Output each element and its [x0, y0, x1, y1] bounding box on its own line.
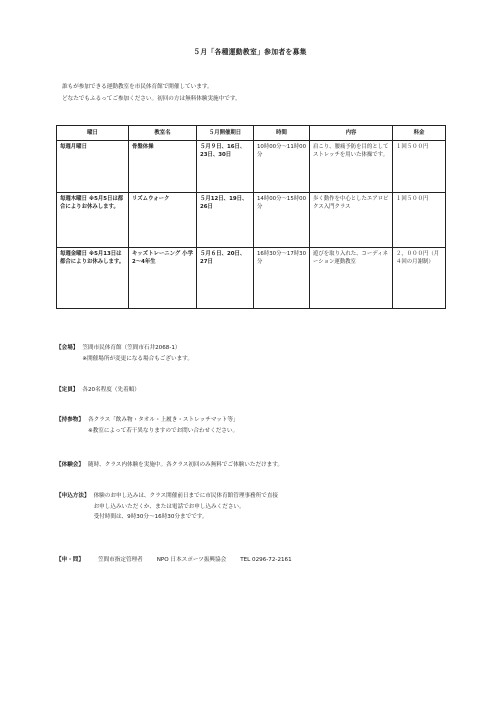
- venue-label: 【会場】: [56, 345, 79, 351]
- apply-label: 【申込方法】: [56, 493, 90, 499]
- cell-time: 16時30分～17時30分: [254, 248, 310, 309]
- schedule-table: [56, 125, 446, 309]
- items-note: ※教室によって若干異なりますのでお問い合わせください。: [87, 427, 239, 434]
- trial-label: 【体験会】: [56, 462, 84, 468]
- cell-class: リズムウォーク: [129, 193, 197, 248]
- table-header-row: [57, 126, 446, 141]
- trial-section: [56, 462, 456, 473]
- cell-class: 骨盤体操: [129, 141, 197, 193]
- venue-section: [56, 345, 456, 366]
- items-section: [56, 417, 456, 438]
- cell-time: 14時00分～15時00分: [254, 193, 310, 248]
- intro-text: [62, 84, 452, 107]
- table-row: [57, 141, 446, 193]
- apply-section: [56, 493, 456, 525]
- items-label: 【持参物】: [56, 417, 84, 423]
- cell-fee: １回５００円: [393, 141, 446, 193]
- apply-line: 受付時間は、9時30分～16時30分までです。: [93, 514, 208, 521]
- cell-class: キッズトレーニング 小学2～4年生: [129, 248, 197, 309]
- cell-dates: ５月９日、16日、23日、30日: [197, 141, 254, 193]
- cell-day: 毎週金曜日 ※5月13日は都合によりお休みします。: [57, 248, 129, 309]
- table-row: [57, 248, 446, 309]
- cell-dates: ５月６日、20日、27日: [197, 248, 254, 309]
- header-class: 教室名: [129, 126, 197, 141]
- apply-line: お申し込みいただくか、または電話でお申し込みください。: [93, 503, 245, 510]
- apply-line: 体験のお申し込みは、クラス開催前日までに市民体育館管理事務所で直接: [93, 493, 279, 499]
- capacity-section: [56, 387, 456, 398]
- cell-content: 歩く動作を中心としたエアロビクス入門クラス: [310, 193, 393, 248]
- contact-office: 笠間市指定管理者: [97, 557, 143, 563]
- header-time: 時間: [254, 126, 310, 141]
- intro-line: 誰もが参加できる運動教室を市民体育館で開催しています。: [62, 84, 213, 90]
- header-day: 曜日: [57, 126, 129, 141]
- cell-content: 遊びを取り入れた、コーディネーション運動教室: [310, 248, 393, 309]
- contact-org: NPO 日本スポーツ振興協会: [156, 557, 227, 563]
- cell-content: 肩こり、腰痛予防を目的としてストレッチを用いた体操です。: [310, 141, 393, 193]
- cell-day: 毎週木曜日 ※5月5日は都合によりお休みします。: [57, 193, 129, 248]
- page-title: ５月「各種運動教室」参加者を募集: [193, 48, 307, 56]
- cell-time: 10時00分～11時00分: [254, 141, 310, 193]
- header-content: 内容: [310, 126, 393, 141]
- cell-fee: ２，０００円（月４回の月謝制）: [393, 248, 446, 309]
- trial-line: 随時、クラス内体験を実施中。各クラス初回のみ無料でご体験いただけます。: [87, 462, 283, 468]
- header-dates: ５月開催期日: [197, 126, 254, 141]
- venue-line: 笠間市民体育館（笠間市石井2068-1）: [82, 345, 181, 351]
- contact-label: 【申・問】: [56, 557, 84, 563]
- cell-day: 毎週月曜日: [57, 141, 129, 193]
- contact-section: [56, 557, 456, 565]
- capacity-label: 【定員】: [56, 387, 79, 393]
- contact-phone: TEL 0296-72-2161: [240, 557, 292, 563]
- items-line: 各クラス「飲み物・タオル・上履き・ストレッチマット等」: [87, 417, 239, 423]
- venue-note: ※開催場所が変更になる場合もございます。: [82, 355, 193, 362]
- header-fee: 料金: [393, 126, 446, 141]
- cell-fee: １回５００円: [393, 193, 446, 248]
- table-row: [57, 193, 446, 248]
- capacity-line: 各20名程度（先着順）: [82, 387, 140, 393]
- intro-line: どなたでもふるってご参加ください。初回の方は無料体験実施中です。: [62, 95, 241, 102]
- cell-dates: ５月12日、19日、26日: [197, 193, 254, 248]
